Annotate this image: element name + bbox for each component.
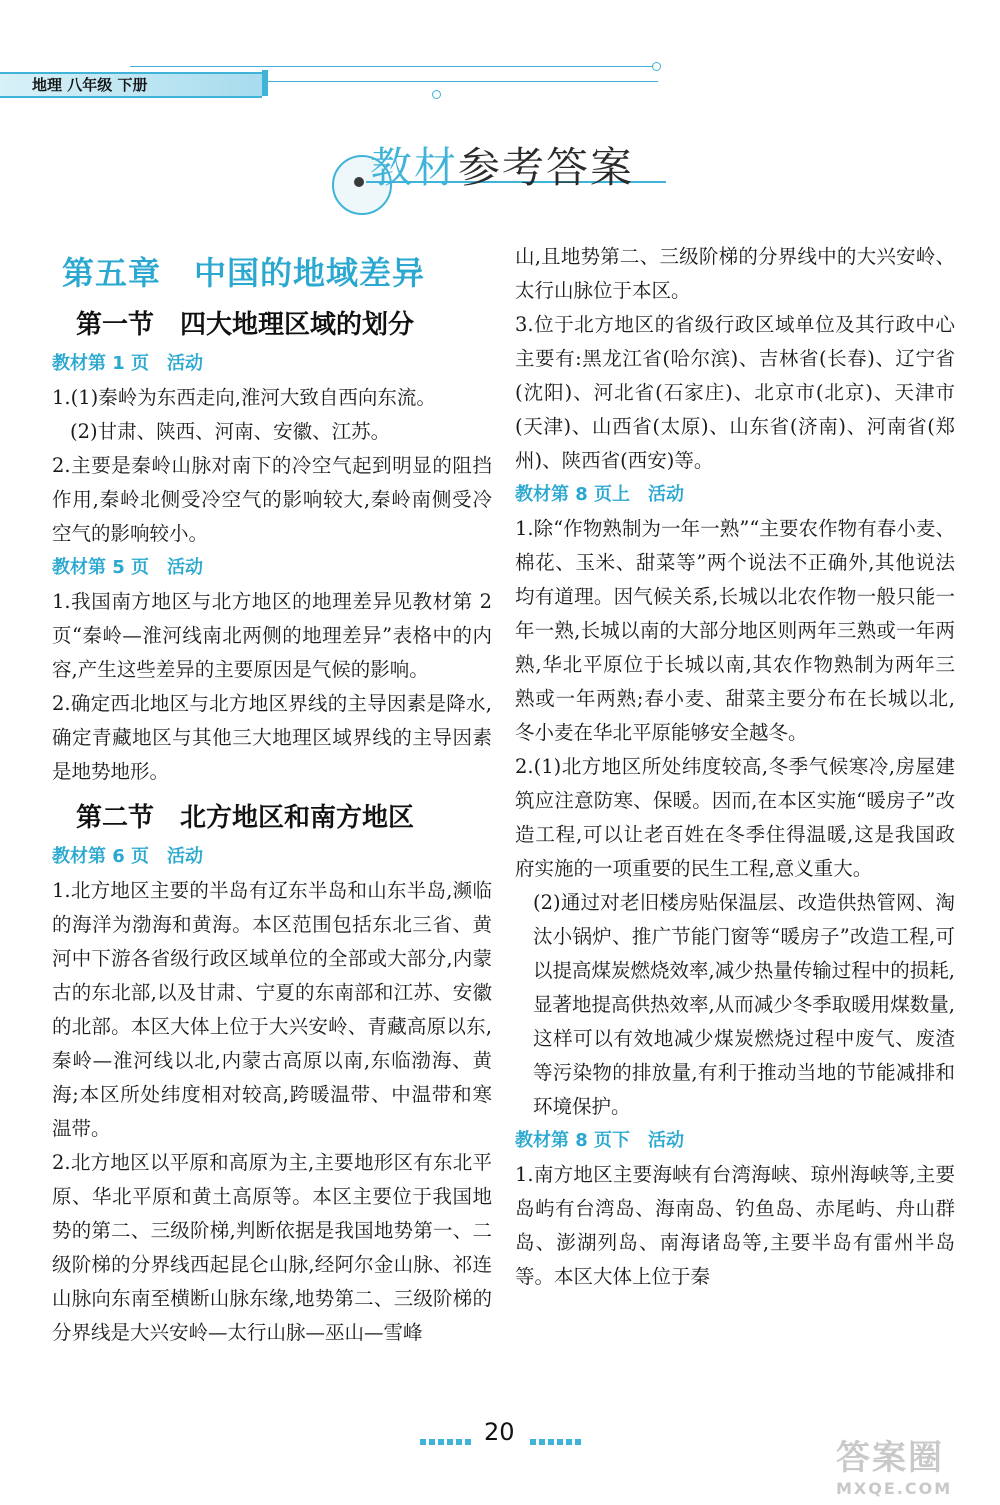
running-header: [0, 62, 645, 102]
watermark-title: 答案圈: [836, 1438, 944, 1478]
left-column: [52, 240, 492, 1350]
watermark-url: MXQE.COM: [836, 1479, 953, 1498]
answer-paragraph: 1.我国南方地区与北方地区的地理差异见教材第 2 页“秦岭—淮河线南北两侧的地理差异”表格中的内容,产生这些差异的主要原因是气候的影响。: [52, 590, 492, 681]
header-dot: [652, 62, 661, 71]
title-part2: 参考答案: [458, 143, 635, 192]
answer-paragraph: 1.除“作物熟制为一年一熟”“主要农作物有春小麦、棉花、玉米、甜菜等”两个说法不正确外,其他说法均有道理。因气候关系,长城以北农作物一般只能一年一熟,长城以南的大部分地区则两年三熟或一年两熟,华北平原位于长城以南,其农作物熟制为两年三熟或一年两熟;春小麦、甜菜主要分布在长城以北,冬小麦在华北平原能够安全越冬。: [515, 517, 955, 744]
answer-paragraph: 2.(1)北方地区所处纬度较高,冬季气候寒冷,房屋建筑应注意防寒、保暖。因而,在本区实施“暖房子”改造工程,可以让老百姓在冬季住得温暖,这是我国政府实施的一项重要的民生工程,意义重大。: [515, 755, 955, 880]
section-heading: 第二节 北方地区和南方地区: [76, 803, 415, 833]
right-column: [515, 240, 955, 1294]
activity-label: 教材第 8 页上 活动: [515, 484, 685, 505]
header-dot: [432, 90, 441, 99]
activity-label: 教材第 1 页 活动: [52, 353, 204, 374]
page-title: [330, 135, 670, 215]
activity-label: 教材第 5 页 活动: [52, 557, 204, 578]
answer-paragraph: 2.主要是秦岭山脉对南下的冷空气起到明显的阻挡作用,秦岭北侧受冷空气的影响较大,秦岭南侧受冷空气的影响较小。: [52, 454, 492, 545]
chapter-heading: 第五章 中国的地域差异: [62, 254, 426, 292]
footer-deco-icon: [530, 1430, 584, 1436]
answer-paragraph: 2.北方地区以平原和高原为主,主要地形区有东北平原、华北平原和黄土高原等。本区主要位于我国地势的第二、三级阶梯,判断依据是我国地势第一、二级阶梯的分界线西起昆仑山脉,经阿尔金山脉、祁连山脉向东南至横断山脉东缘,地势第二、三级阶梯的分界线是大兴安岭—太行山脉—巫山—雪峰: [52, 1151, 492, 1344]
answer-paragraph: 山,且地势第二、三级阶梯的分界线中的大兴安岭、太行山脉位于本区。: [515, 245, 955, 302]
activity-label: 教材第 6 页 活动: [52, 846, 204, 867]
section-heading: 第一节 四大地理区域的划分: [76, 310, 415, 340]
activity-label: 教材第 8 页下 活动: [515, 1130, 685, 1151]
header-subject: 地理 八年级 下册: [32, 76, 148, 94]
answer-paragraph: (2)通过对老旧楼房贴保温层、改造供热管网、淘汰小锅炉、推广节能门窗等“暖房子”改造工程,可以提高煤炭燃烧效率,减少热量传输过程中的损耗,显著地提高供热效率,从而减少冬季取暖用煤数量,这样可以有效地减少煤炭燃烧过程中废气、废渣等污染物的排放量,有利于推动当地的节能减排和环境保护。: [533, 891, 955, 1118]
watermark-logo: [836, 1430, 986, 1500]
header-rule-lower: [268, 81, 658, 82]
answer-paragraph: (2)甘肃、陕西、河南、安徽、江苏。: [70, 420, 391, 443]
page-number: 20: [484, 1418, 515, 1446]
answer-paragraph: 3.位于北方地区的省级行政区域单位及其行政中心主要有:黑龙江省(哈尔滨)、吉林省(长春)、辽宁省(沈阳)、河北省(石家庄)、北京市(北京)、天津市(天津)、山西省(太原)、山东省(济南)、河南省(郑州)、陕西省(西安)等。: [515, 313, 955, 472]
header-tab-cap: [262, 70, 268, 96]
title-text: [370, 135, 634, 195]
answer-paragraph: 1.南方地区主要海峡有台湾海峡、琼州海峡等,主要岛屿有台湾岛、海南岛、钓鱼岛、赤尾屿、舟山群岛、澎湖列岛、南海诸岛等,主要半岛有雷州半岛等。本区大体上位于秦: [515, 1163, 955, 1288]
title-dot-icon: [354, 177, 364, 187]
answer-paragraph: 1.(1)秦岭为东西走向,淮河大致自西向东流。: [52, 386, 436, 409]
header-rule: [130, 66, 658, 67]
footer-deco-icon: [420, 1430, 474, 1436]
answer-paragraph: 2.确定西北地区与北方地区界线的主导因素是降水,确定青藏地区与其他三大地理区域界线的主导因素是地势地形。: [52, 692, 492, 783]
title-part1: 教材: [370, 143, 459, 192]
answer-paragraph: 1.北方地区主要的半岛有辽东半岛和山东半岛,濒临的海洋为渤海和黄海。本区范围包括东北三省、黄河中下游各省级行政区域单位的全部或大部分,内蒙古的东北部,以及甘肃、宁夏的东南部和江苏、安徽的北部。本区大体上位于大兴安岭、青藏高原以东,秦岭—淮河线以北,内蒙古高原以南,东临渤海、黄海;本区所处纬度相对较高,跨暖温带、中温带和寒温带。: [52, 879, 492, 1140]
